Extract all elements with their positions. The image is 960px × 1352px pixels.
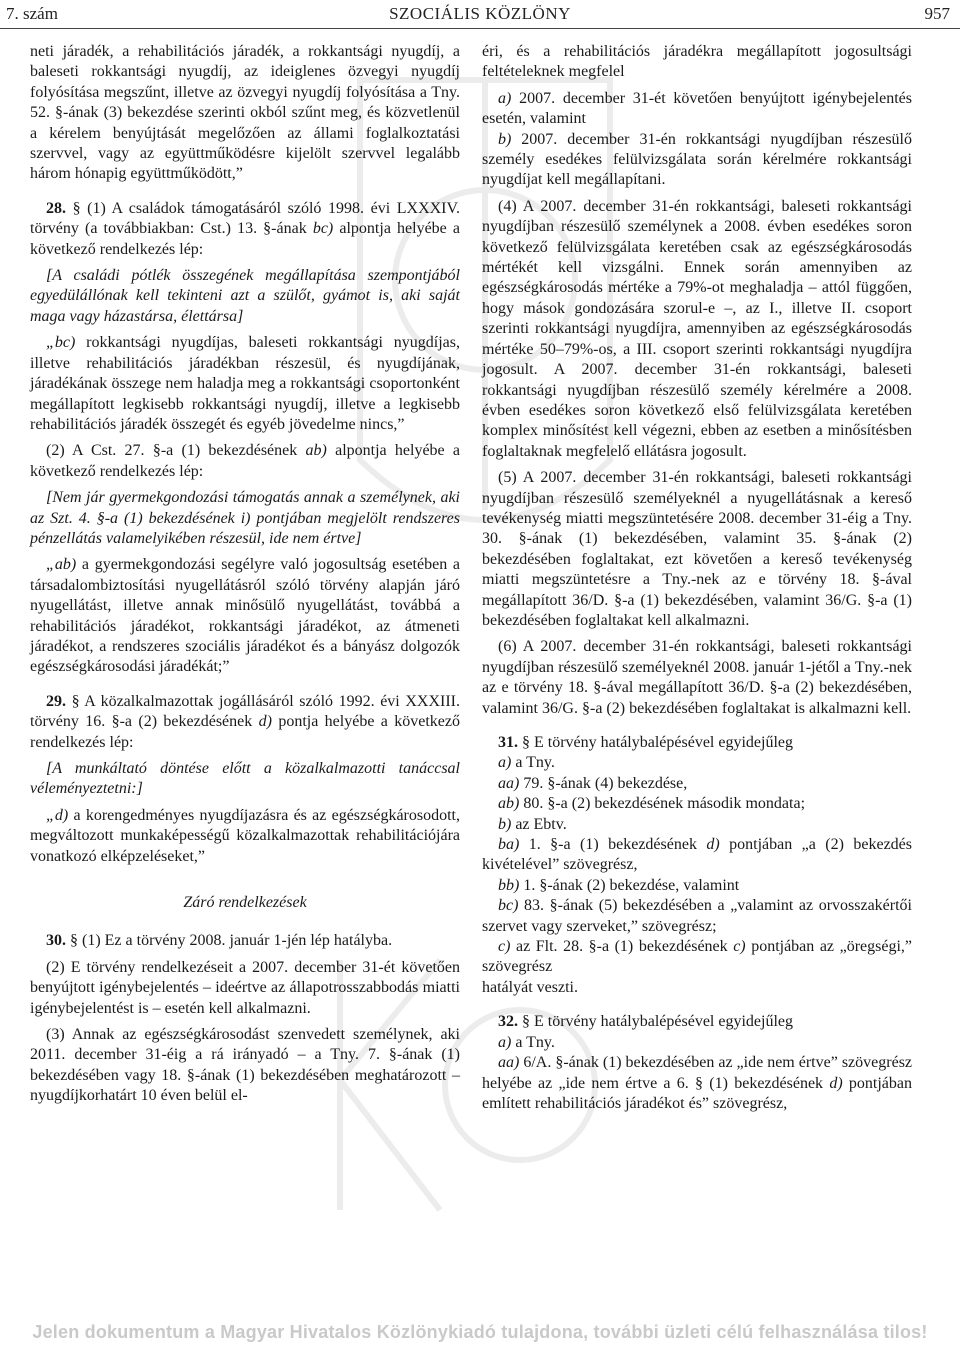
reference: aa) [498, 774, 520, 792]
paragraph: éri, és a rehabilitációs járadékra megállapított jogosultsági feltételeknek megfelel [482, 43, 912, 81]
reference: „bc) [46, 334, 76, 352]
text: 80. §-a (2) bekezdésének második mondata; [519, 795, 806, 813]
text: alpontja helyébe a következő rendelkezés lép: [30, 442, 461, 480]
copyright-notice: Jelen dokumentum a Magyar Hivatalos Közlönykiadó tulajdona, további üzleti célú felhasználása tilos! [32, 1322, 928, 1342]
section-28 [30, 199, 460, 260]
list-item [482, 753, 912, 773]
text: 6/A. §-ának (1) bekezdésében az „ide nem értve” szövegrész helyébe az „ide nem értve a 6. § (1) bekezdésének [482, 1054, 913, 1092]
reference: „ab) [46, 556, 77, 574]
text: a Tny. [511, 1033, 555, 1051]
section-number: 32. [498, 1013, 518, 1031]
text: 1. §-ának (2) bekezdése, valamint [519, 876, 740, 894]
section-31 [482, 733, 912, 753]
reference: a) [498, 1033, 512, 1051]
list-item [482, 774, 912, 794]
amended-body: a gyermekgondozási segélyre való jogosultság esetében a társadalombiztosítási nyugellátásról szóló törvény alapján járó nyugellátást, illetve annak minősülő nyugellátást, továbbá a rehabilitációs járadékot, rokkantsági járadékot, az átmeneti járadékot, a rendszeres szociális járadékot és a bányász dolgozók egészségkárosodási járadékát;” [30, 556, 460, 676]
issue-number: 7. szám [6, 4, 58, 23]
text: pontjában az „öregségi,” szövegrész [482, 938, 912, 976]
paragraph: (4) A 2007. december 31-én rokkantsági, baleseti rokkantsági nyugdíjban részesülő személynek a 2008. évben esedékes soron következő felülvizsgálata keretében csak az egészségkárosodás mértékét kell vizsgálni. Ennek során amennyiben az egészségkárosodás mértéke a 79%-ot meghaladja – attól függően, hogy mások gondozására szorul-e –, az I., illetve II. csoport szerinti rokkantsági nyugdíjra, amennyiben az egészségkárosodás mértéke 50–79%-os, a III. csoport szerinti rokkantsági nyugdíjra jogosult. A 2007. december 31-én rokkantsági, baleseti rokkantsági nyugdíjban részesülő személy kérelmére a 2008. évben esedékes soron következő első felülvizsgálata keretében komplex minősítést kell végezni, ebben az esetben a minősítésben foglaltaknak megfelelő ellátásra jogosult. [482, 197, 912, 460]
amended-text [30, 806, 460, 867]
reference: d) [829, 1074, 843, 1092]
reference: d) [258, 713, 272, 731]
reference: ab) [498, 795, 520, 813]
title-text: Záró rendelkezések [183, 894, 307, 912]
right-column [482, 42, 912, 1114]
list-item [482, 794, 912, 814]
reference: ab) [305, 442, 327, 460]
list-item [482, 1033, 912, 1053]
text: (2) A Cst. 27. §-a (1) bekezdésének [46, 442, 306, 460]
section-text: pontja helyébe a következő rendelkezés lép: [30, 713, 461, 751]
section-29 [30, 692, 460, 753]
section-text: § E törvény hatálybalépésével egyidejűleg [518, 734, 794, 751]
section-30 [30, 931, 460, 951]
section-text: § (1) A családok támogatásáról szóló 1998. évi LXXXIV. törvény (a továbbiakban: Cst.) 13. §-ának [30, 199, 460, 238]
section-number: 29. [46, 692, 66, 710]
reference: „d) [46, 806, 69, 824]
reference: bb) [498, 876, 520, 894]
list-item [482, 89, 912, 130]
reference: a) [498, 754, 512, 772]
text: 2007. december 31-ét követően benyújtott igénybejelentés esetén, valamint [482, 89, 912, 128]
reference: aa) [498, 1054, 520, 1072]
section-text: alpontja helyébe a következő rendelkezés lép: [30, 220, 460, 258]
quote-text: [A családi pótlék összegének megállapítása szempontjából egyedülállónak kell tekinteni azt a szülőt, gyámot is, aki saját maga vagy házastársa, élettársa] [30, 267, 460, 325]
quoted-clause [30, 266, 460, 327]
list-item [482, 896, 912, 937]
reference: ba) [498, 836, 520, 854]
list-item [482, 130, 912, 191]
text: pontjában említett rehabilitációs járadékot és” szövegrész, [482, 1074, 913, 1112]
reference: d) [706, 836, 720, 854]
section-number: 31. [498, 734, 518, 751]
amended-text [30, 333, 460, 435]
text: a Tny. [511, 754, 555, 772]
section-32 [482, 1012, 912, 1032]
list-item [482, 876, 912, 896]
reference: bc) [498, 897, 519, 915]
list-item [482, 835, 912, 876]
list-item [482, 1053, 912, 1114]
reference: c) [733, 938, 746, 956]
paragraph: neti járadék, a rehabilitációs járadék, a rokkantsági nyugdíj, a baleseti rokkantsági nyugdíj, az ideiglenes özvegyi nyugdíj folyósítása megszűnt, illetve az özvegyi nyugdíj folyósítása a Tny. 52. §-ának (3) bekezdése szerinti okból szűnt meg, és közvetlenül a kérelem benyújtását megelőzően az állami foglalkoztatási szervvel, vagy az együttműködésre kijelölt szervvel legalább három hónapig együttműködött,” [30, 43, 460, 183]
text: 79. §-ának (4) bekezdése, [519, 774, 688, 792]
amended-text [30, 555, 460, 677]
text: pontjában „a (2) bekezdés kivételével” szövegrész, [482, 836, 913, 874]
paragraph: (3) Annak az egészségkárosodást szenvedett személynek, aki 2011. december 31-éig a rá irányadó – a Tny. 7. §-ának (1) bekezdésében vagy 18. §-ának (1) bekezdésében meghatározott – nyugdíjkorhatárt 10 éven belül el- [30, 1026, 460, 1105]
section-number: 28. [46, 199, 66, 217]
paragraph: (6) A 2007. december 31-én rokkantsági, baleseti rokkantsági nyugdíjban részesülő személyeknél 2008. január 1-jétől a Tny.-nek az e törvény 18. §-ával megállapított 36/D. §-a (2) bekezdésében, valamint 36/G. §-a (2) bekezdésében foglaltakat is alkalmazni kell. [482, 638, 912, 717]
reference: c) [498, 938, 511, 956]
amended-body: rokkantsági nyugdíjas, baleseti rokkantsági nyugdíjas, illetve rehabilitációs járadékban részesül, és nyugdíjának, járadékának összege nem haladja meg a rokkantsági csoportonként megállapított legkisebb rokkantsági nyugdíj, illetve a legkisebb rehabilitációs járadék összegét és egyéb jövedelme nincs,” [30, 334, 460, 433]
left-column [30, 42, 460, 1113]
reference: bc) [312, 220, 334, 238]
header-rule [0, 28, 960, 29]
list-item [482, 815, 912, 835]
quote-text: [A munkáltató döntése előtt a közalkalmazotti tanáccsal véleményeztetni:] [30, 760, 460, 798]
text: 2007. december 31-én rokkantsági nyugdíjban részesülő személy esedékes felülvizsgálata során kérelmére rokkantsági nyugdíjat kell megállapítani. [482, 130, 912, 189]
quoted-clause [30, 488, 460, 549]
page-number: 957 [924, 4, 950, 23]
amended-body: a korengedményes nyugdíjazásra és az egészségkárosodott, megváltozott munkaképességű közalkalmazottak rehabilitációjára vonatkozó elképzeléseket,” [30, 806, 460, 865]
closing-line: hatályát veszti. [482, 978, 578, 996]
quoted-clause [30, 759, 460, 800]
text: az Ebtv. [511, 815, 567, 833]
section-text: § E törvény hatálybalépésével egyidejűleg [518, 1013, 794, 1031]
reference: b) [498, 815, 512, 833]
page-header [0, 0, 960, 30]
section-text: § (1) Ez a törvény 2008. január 1-jén lép hatályba. [66, 932, 393, 950]
paragraph: (5) A 2007. december 31-én rokkantsági, baleseti rokkantsági nyugdíjban részesülő személyeknél a nyugellátásnak a kereső tevékenység miatti megszüntetésére 2008. december 31-éig a Tny. 30. §-ának (1) bekezdésében, valamint 35. §-ának (2) bekezdésében foglaltakat, ezt követően a kereső tevékenység miatti megszüntetésre a Tny.-nek az e törvény 18. §-ával megállapított 36/D. §-a (1) bekezdésében, valamint 36/G. §-a (1) bekezdésében foglaltakat kell alkalmazni. [482, 469, 912, 629]
reference: a) [498, 89, 512, 107]
section-number: 30. [46, 932, 66, 950]
journal-title: SZOCIÁLIS KÖZLÖNY [389, 4, 571, 23]
closing-provisions-title [30, 893, 460, 913]
reference: b) [498, 130, 512, 148]
text: 1. §-a (1) bekezdésének [519, 836, 707, 854]
section-text: § A közalkalmazottak jogállásáról szóló 1992. évi XXXIII. törvény 16. §-a (2) bekezdésének [30, 692, 460, 731]
list-item [482, 937, 912, 978]
paragraph: (2) E törvény rendelkezéseit a 2007. december 31-ét követően benyújtott igénybejelentés – ideértve az állapotrosszabbodás miatti igénybejelentést is – esetén kell alkalmazni. [30, 958, 460, 1017]
quote-text: [Nem jár gyermekgondozási támogatás annak a személynek, aki az Szt. 4. §-a (1) bekezdésének i) pontjában megjelölt rendszeres pénzellátás valamelyikében részesül, ide nem értve] [30, 489, 460, 547]
text: az Flt. 28. §-a (1) bekezdésének [510, 938, 734, 956]
paragraph [30, 441, 460, 482]
text: 83. §-ának (5) bekezdésében a „valamint az orvosszakértői szervet vagy szerveket,” szövegrész; [482, 897, 912, 935]
